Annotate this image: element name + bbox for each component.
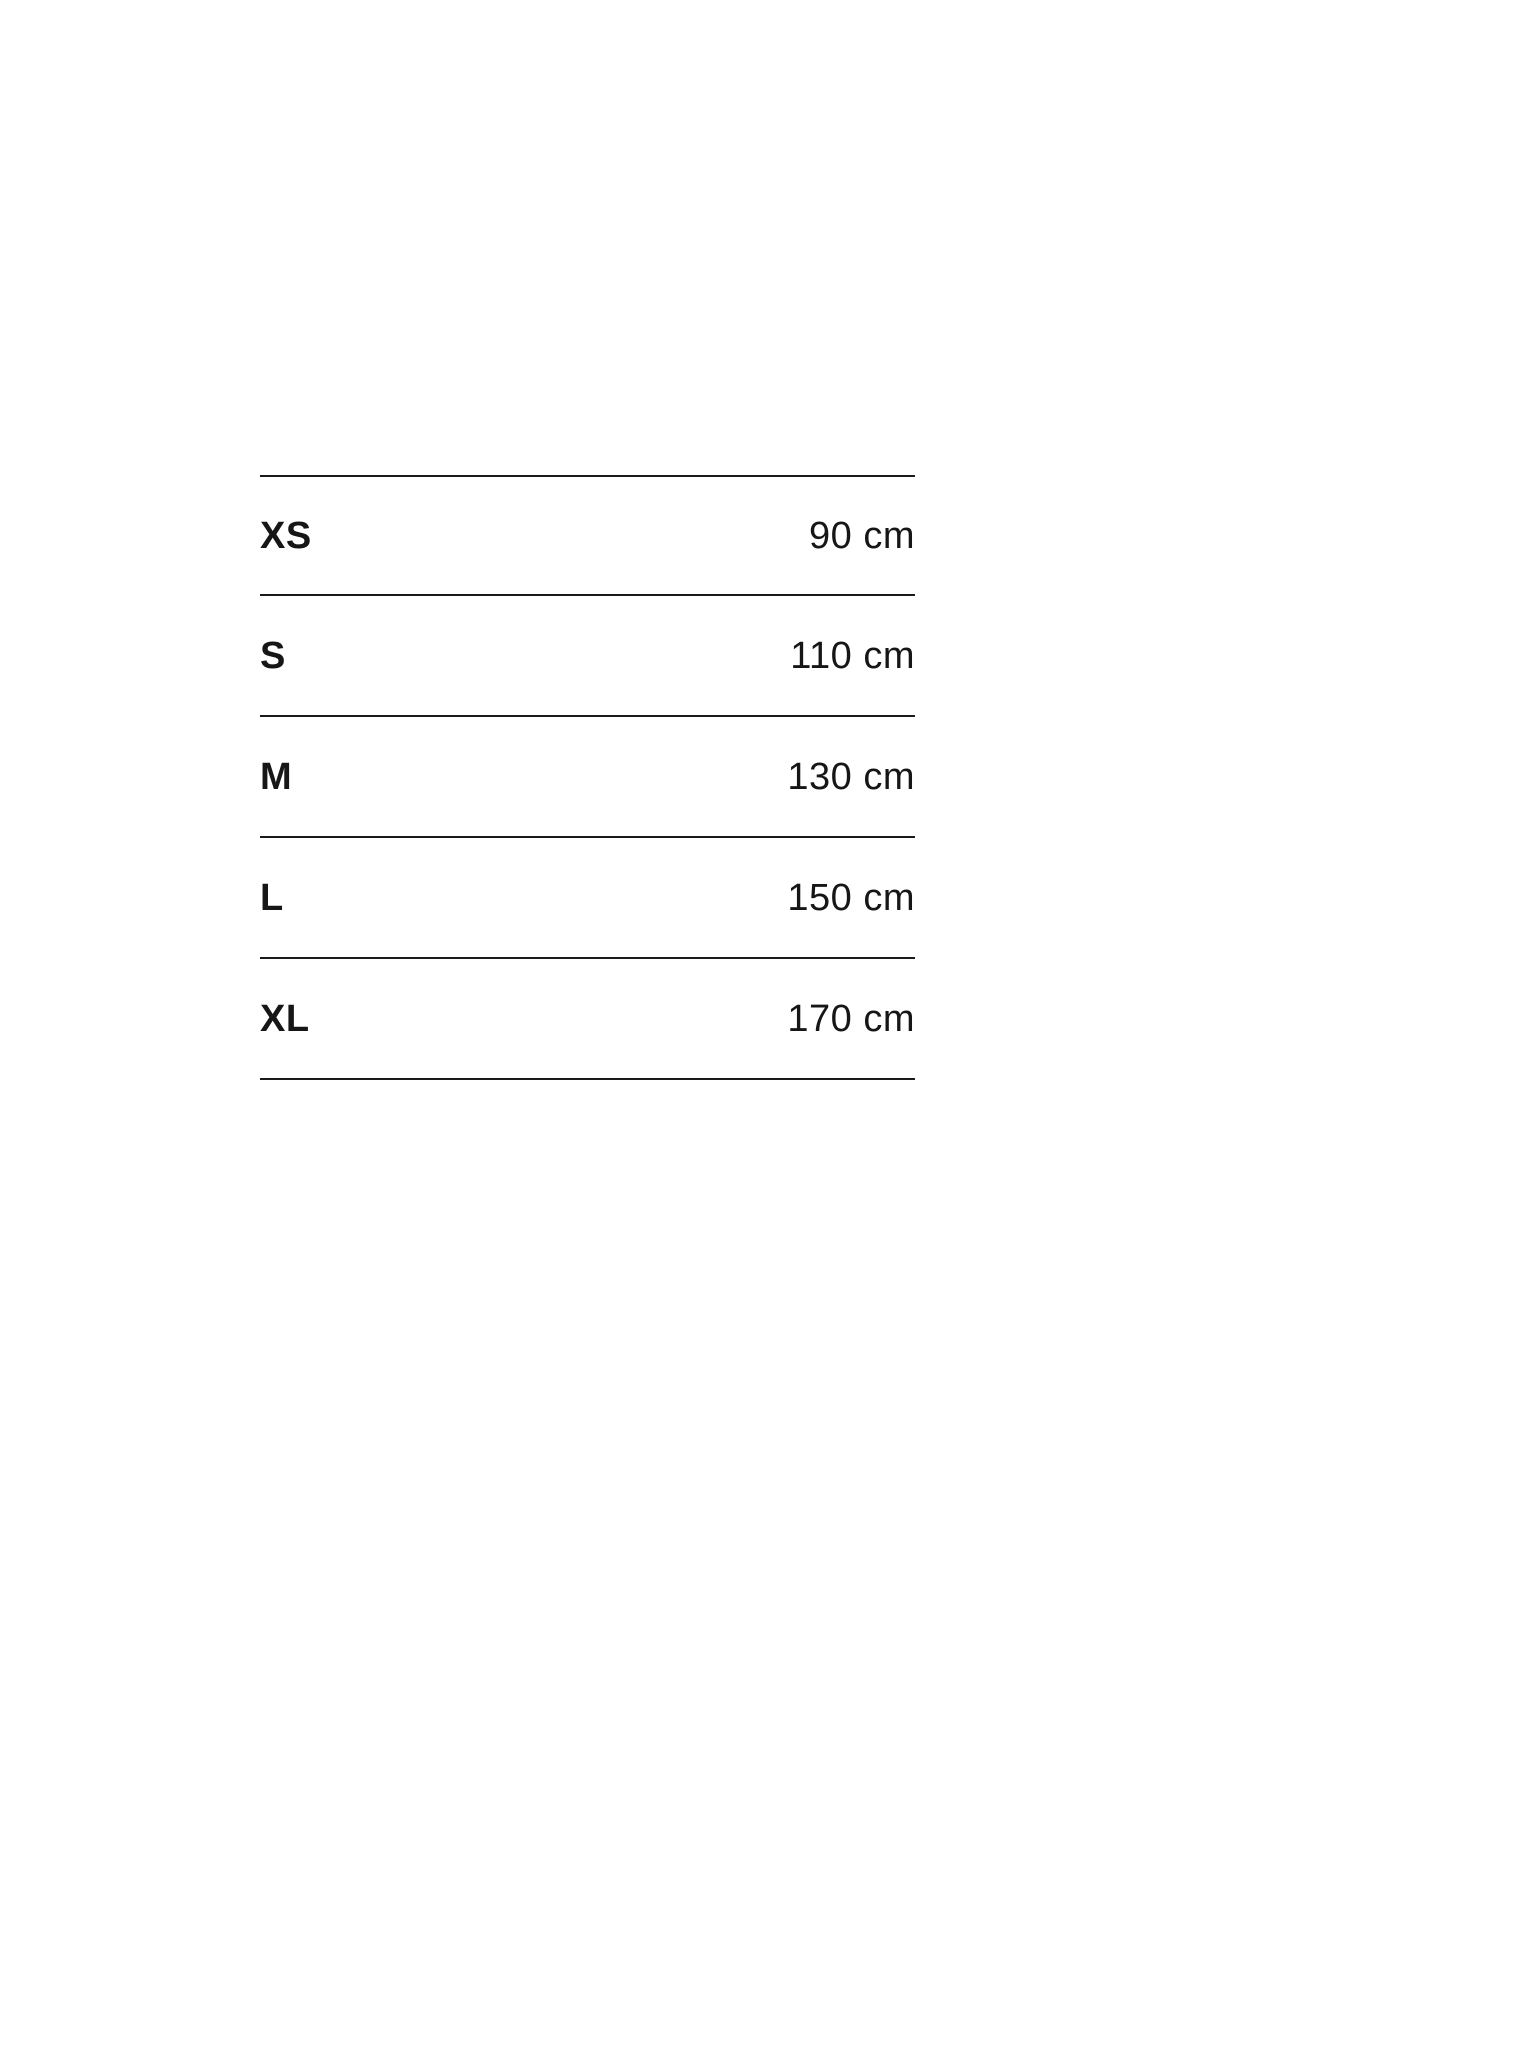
size-chart-table xyxy=(260,475,915,1080)
table-row xyxy=(260,475,915,596)
table-row xyxy=(260,838,915,959)
size-value: 170 cm xyxy=(787,997,915,1040)
size-label: S xyxy=(260,634,286,677)
table-row xyxy=(260,959,915,1080)
size-label: M xyxy=(260,755,293,798)
table-row xyxy=(260,717,915,838)
size-value: 90 cm xyxy=(809,514,915,557)
size-value: 150 cm xyxy=(787,876,915,919)
size-label: XS xyxy=(260,514,312,557)
table-row xyxy=(260,596,915,717)
size-label: L xyxy=(260,876,284,919)
size-label: XL xyxy=(260,997,310,1040)
size-value: 130 cm xyxy=(787,755,915,798)
size-value: 110 cm xyxy=(790,634,915,677)
